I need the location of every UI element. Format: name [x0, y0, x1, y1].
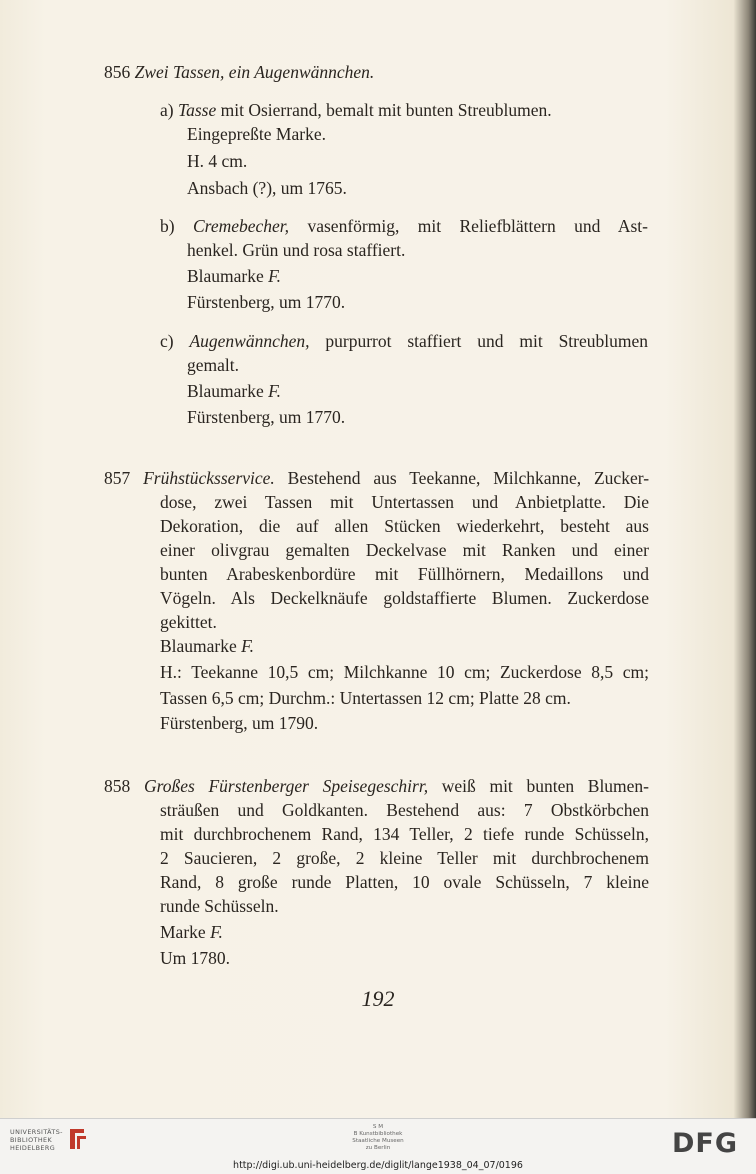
dfg-logo-icon: DFG — [672, 1128, 739, 1159]
entry-858-line8: Um 1780. — [160, 948, 230, 968]
entry-856-a-line3: H. 4 cm. — [187, 151, 248, 171]
entry-857-line5: bunten Arabeskenbordüre mit Füllhörnern, Medaillons und — [160, 564, 649, 584]
university-library-label: UNIVERSITÄTS- BIBLIOTHEK HEIDELBERG — [10, 1128, 63, 1152]
entry-857-line1: 857 Frühstücksservice. Bestehend aus Teekanne, Milchkanne, Zucker- — [104, 468, 650, 488]
entry-858-line5: Rand, 8 große runde Platten, 10 ovale Schüsseln, 7 kleine — [160, 872, 649, 892]
page-number: 192 — [361, 986, 395, 1011]
entry-856-c-line2: gemalt. — [187, 355, 239, 375]
entry-number: 857 — [104, 468, 131, 488]
entry-858-line2: sträußen und Goldkanten. Bestehend aus: 7 Obstkörbchen — [160, 800, 649, 820]
entry-857-line9: H.: Teekanne 10,5 cm; Milchkanne 10 cm; Zuckerdose 8,5 cm; — [160, 662, 649, 682]
entry-number: 856 — [104, 62, 131, 82]
entry-857-line4: einer olivgrau gemalten Deckelvase mit Ranken und einer — [160, 540, 649, 560]
entry-857-line6: Vögeln. Als Deckelknäufe goldstaffierte Blumen. Zuckerdose — [160, 588, 649, 608]
entry-856-heading — [104, 60, 374, 84]
entry-857-line11: Fürstenberg, um 1790. — [160, 713, 319, 733]
entry-857-line8: Blaumarke F. — [160, 636, 254, 656]
source-url-link[interactable]: http://digi.ub.uni-heidelberg.de/diglit/lange1938_04_07/0196 — [233, 1160, 523, 1171]
entry-857-line2: dose, zwei Tassen mit Untertassen und Anbietplatte. Die — [160, 492, 649, 512]
entry-number: 858 — [104, 776, 131, 796]
entry-856-b-line2: henkel. Grün und rosa staffiert. — [187, 240, 406, 260]
entry-856-c-line4: Fürstenberg, um 1770. — [187, 407, 346, 427]
entry-856-c-line3: Blaumarke F. — [187, 381, 281, 401]
entry-857-line3: Dekoration, die auf allen Stücken wiederkehrt, besteht aus — [160, 516, 649, 536]
entry-858-line4: 2 Saucieren, 2 große, 2 kleine Teller mit durchbrochenem — [160, 848, 649, 868]
entry-858-line3: mit durchbrochenem Rand, 134 Teller, 2 tiefe runde Schüsseln, — [160, 824, 649, 844]
entry-856-b-line3: Blaumarke F. — [187, 266, 281, 286]
entry-856-a-line2: Eingepreßte Marke. — [187, 124, 326, 144]
entry-857-line10: Tassen 6,5 cm; Durchm.: Untertassen 12 cm; Platte 28 cm. — [160, 688, 571, 708]
entry-856-b-line1: b) Cremebecher, vasenförmig, mit Reliefblättern und Ast- — [160, 216, 648, 236]
holding-library-note: S M B Kunstbibliothek Staatliche Museen zu Berlin — [352, 1124, 404, 1151]
entry-856-a-line4: Ansbach (?), um 1765. — [187, 178, 347, 198]
entry-856-a-line1: a) Tasse mit Osierrand, bemalt mit bunten Streublumen. — [160, 100, 552, 120]
entry-857-line7: gekittet. — [160, 612, 217, 632]
entry-856-c-line1: c) Augenwännchen, purpurrot staffiert und mit Streublumen — [160, 331, 649, 351]
entry-858-line7: Marke F. — [160, 922, 223, 942]
entry-856-b-line4: Fürstenberg, um 1770. — [187, 292, 346, 312]
entry-title: Zwei Tassen, ein Augenwännchen. — [134, 62, 375, 82]
entry-858-line1: 858 Großes Fürstenberger Speisegeschirr, weiß mit bunten Blumen- — [104, 776, 650, 796]
entry-858-line6: runde Schüsseln. — [160, 896, 279, 916]
